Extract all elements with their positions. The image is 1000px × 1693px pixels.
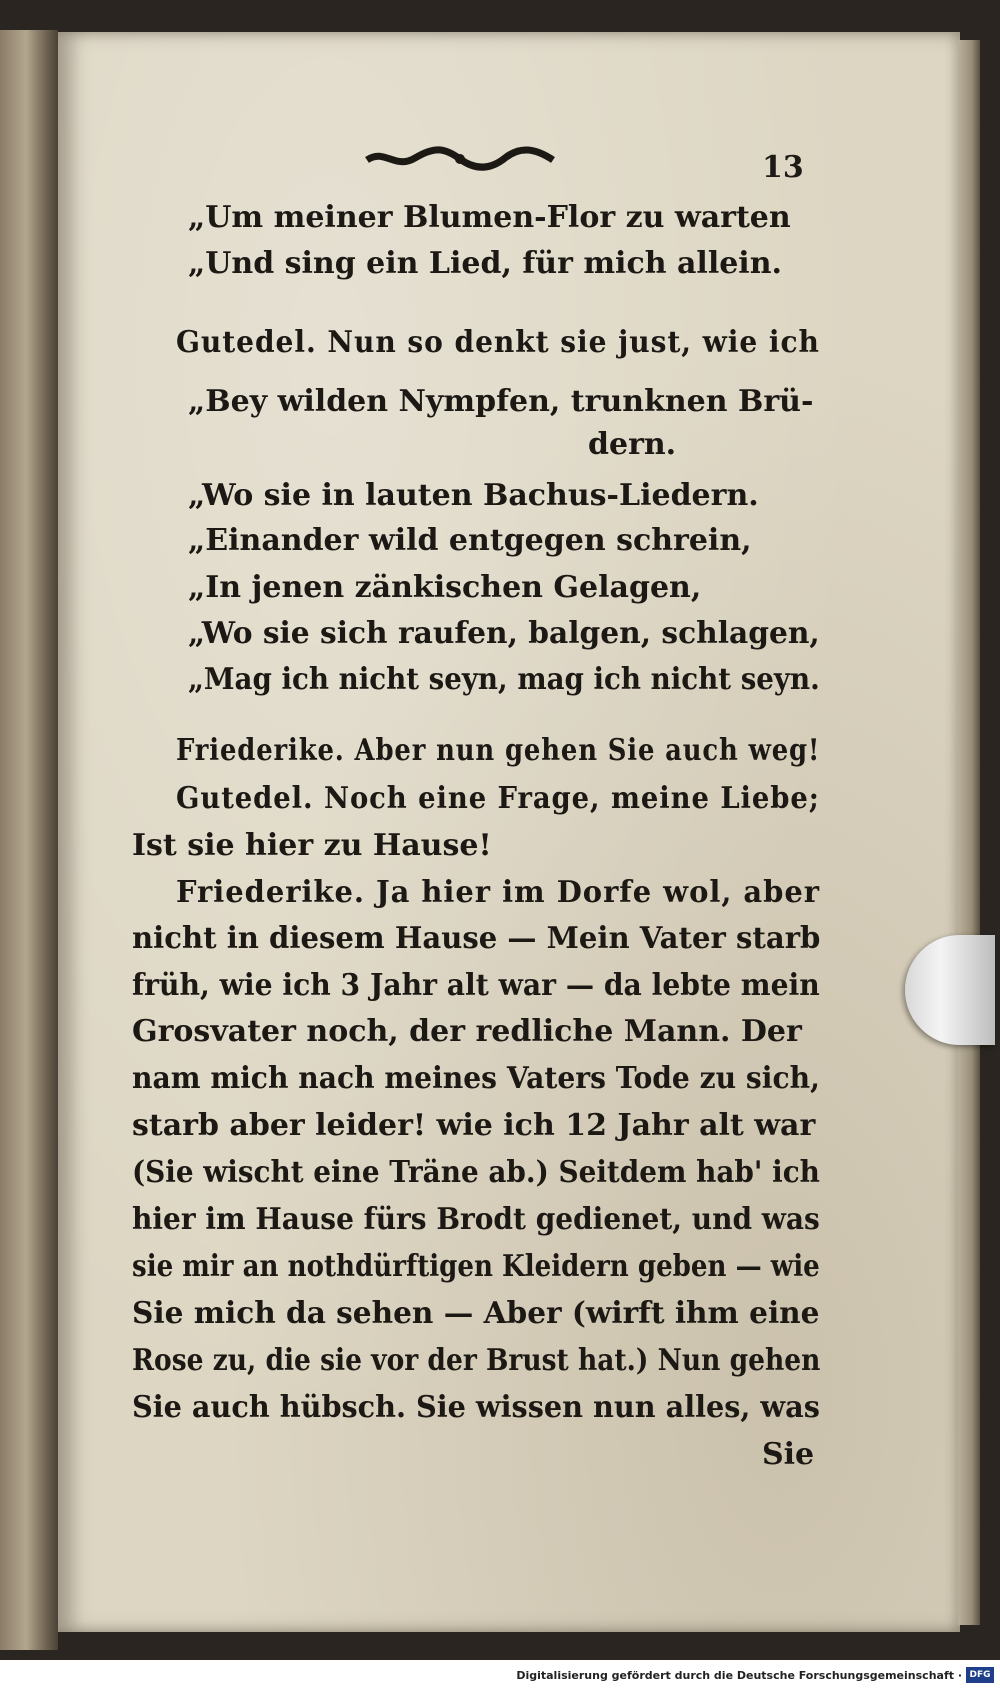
text-line: hier im Hause fürs Brodt gedienet, und was — [132, 1202, 820, 1237]
text-line: sie mir an nothdürftigen Kleidern geben — wie — [132, 1249, 820, 1284]
text-line: „In jenen zänkischen Gelagen, — [188, 570, 702, 605]
text-line: „Wo sie sich raufen, balgen, schlagen, — [188, 616, 820, 651]
text-line: Sie — [762, 1437, 815, 1472]
text-line: Gutedel. Nun so denkt sie just, wie ich — [176, 325, 820, 360]
text-line: (Sie wischt eine Träne ab.) Seitdem hab' ich — [132, 1155, 820, 1190]
footer — [0, 1660, 1000, 1693]
text-line: Ist sie hier zu Hause! — [132, 828, 492, 863]
text-line: Friederike. Aber nun gehen Sie auch weg! — [176, 733, 821, 768]
footer-credit: Digitalisierung gefördert durch die Deutsche Forschungsgemeinschaft · — [516, 1669, 962, 1682]
dfg-logo-icon[interactable]: DFG — [966, 1667, 994, 1683]
text-line: Grosvater noch, der redliche Mann. Der — [132, 1014, 802, 1049]
text-line: Gutedel. Noch eine Frage, meine Liebe; — [176, 781, 820, 816]
text-line: „Um meiner Blumen-Flor zu warten — [188, 200, 791, 235]
text-line: starb aber leider! wie ich 12 Jahr alt war — [132, 1108, 816, 1143]
page-number: 13 — [762, 150, 804, 185]
text-line: nicht in diesem Hause — Mein Vater starb — [132, 921, 821, 956]
text-line: Sie auch hübsch. Sie wissen nun alles, was — [132, 1390, 820, 1425]
text-line: nam mich nach meines Vaters Tode zu sich, — [132, 1061, 820, 1096]
text-line: dern. — [588, 427, 677, 462]
text-line: „Wo sie in lauten Bachus-Liedern. — [188, 478, 759, 513]
text-line: Rose zu, die sie vor der Brust hat.) Nun gehen — [132, 1343, 821, 1378]
text-line: Friederike. Ja hier im Dorfe wol, aber — [176, 875, 820, 910]
text-line: früh, wie ich 3 Jahr alt war — da lebte mein — [132, 968, 820, 1003]
text-line: „Und sing ein Lied, für mich allein. — [188, 246, 782, 281]
text-line: „Bey wilden Nympfen, trunknen Brü- — [188, 384, 814, 419]
text-line: „Mag ich nicht seyn, mag ich nicht seyn. — [188, 662, 820, 697]
text-line: „Einander wild entgegen schrein, — [188, 523, 752, 558]
text-line: Sie mich da sehen — Aber (wirft ihm eine — [132, 1296, 820, 1331]
